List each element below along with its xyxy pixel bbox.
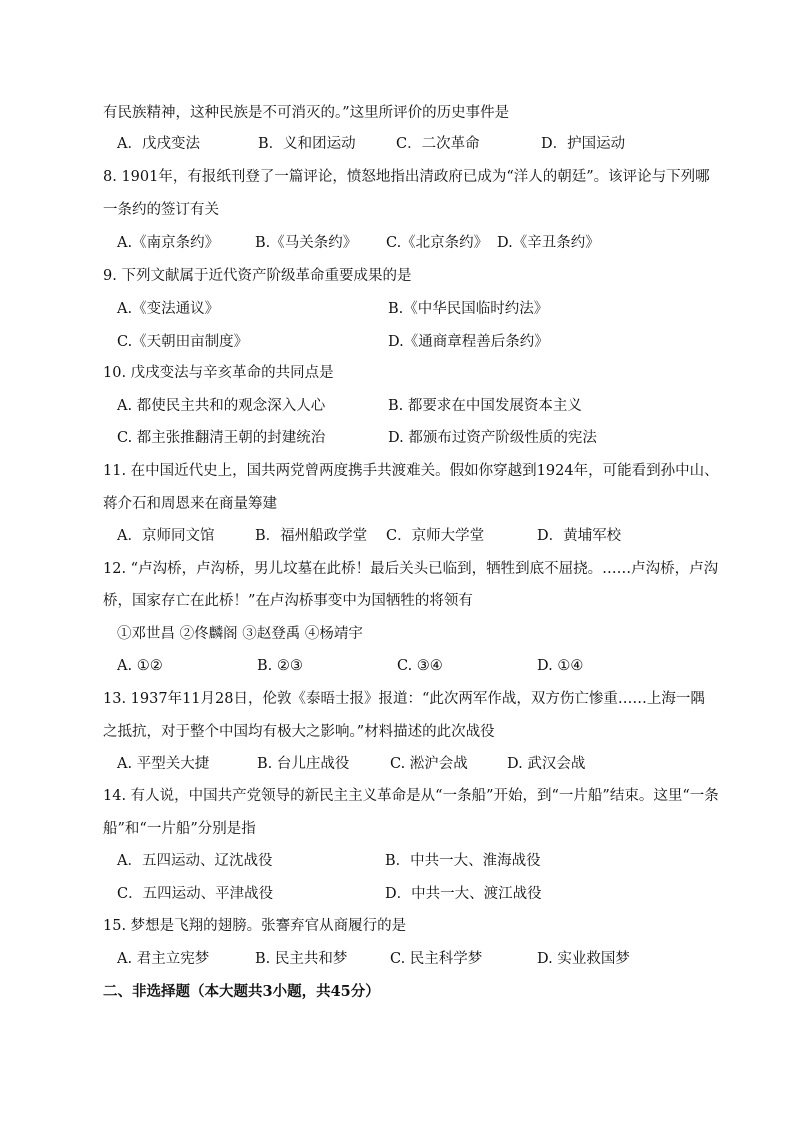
q12-option-c: C. ③④	[397, 658, 443, 674]
q9-option-c: C.《天朝田亩制度》	[117, 334, 249, 350]
q15-option-d: D. 实业救国梦	[537, 951, 630, 967]
q9-stem: 9. 下列文献属于近代资产阶级革命重要成果的是	[103, 268, 412, 284]
q8-stem-line2: 一条约的签订有关	[103, 202, 219, 218]
q15-stem: 15. 梦想是飞翔的翅膀。张謇弃官从商履行的是	[103, 918, 407, 934]
q14-stem-line2: 船”和“一片船”分别是指	[103, 821, 256, 837]
q7-option-c: C．二次革命	[396, 136, 480, 152]
q9-option-b: B.《中华民国临时约法》	[388, 301, 549, 317]
q12-option-d: D. ①④	[537, 658, 584, 674]
q10-option-b: B. 都要求在中国发展资本主义	[388, 398, 582, 414]
q8-option-d: D.《辛丑条约》	[497, 235, 600, 251]
q11-option-c: C．京师大学堂	[386, 528, 485, 544]
q11-option-a: A．京师同文馆	[117, 528, 215, 544]
q13-option-b: B. 台儿庄战役	[257, 756, 350, 772]
q14-option-b: B．中共一大、淮海战役	[385, 853, 541, 869]
q13-stem-line1: 13. 1937年11月28日，伦敦《泰晤士报》报道：“此次两军作战，双方伤亡惨重……上海一隅	[103, 691, 705, 707]
q14-stem-line1: 14. 有人说，中国共产党领导的新民主主义革命是从“一条船”开始，到“一片船”结束。这里“一条	[103, 788, 719, 804]
q7-option-b: B．义和团运动	[258, 136, 356, 152]
q13-option-d: D. 武汉会战	[507, 756, 586, 772]
q7-stem-tail: 有民族精神，这种民族是不可消灭的。”这里所评价的历史事件是	[103, 105, 510, 121]
q9-option-a: A.《变法通议》	[117, 301, 220, 317]
q13-option-c: C. 淞沪会战	[390, 756, 468, 772]
section-heading-nonchoice: 二、非选择题（本大题共3小题，共45分）	[103, 983, 380, 1000]
q10-option-c: C. 都主张推翻清王朝的封建统治	[117, 430, 326, 446]
q8-option-c: C.《北京条约》	[386, 235, 489, 251]
q10-option-a: A. 都使民主共和的观念深入人心	[117, 398, 326, 414]
q8-option-b: B.《马关条约》	[255, 235, 358, 251]
q7-option-d: D．护国运动	[541, 136, 626, 152]
q10-stem: 10. 戊戌变法与辛亥革命的共同点是	[103, 365, 334, 381]
q14-option-c: C．五四运动、平津战役	[117, 886, 274, 902]
q11-option-b: B．福州船政学堂	[255, 528, 368, 544]
q8-stem-line1: 8. 1901年，有报纸刊登了一篇评论，愤怒地指出清政府已成为“洋人的朝廷”。该评论与下列哪	[103, 169, 710, 185]
q9-option-d: D.《通商章程善后条约》	[388, 334, 549, 350]
q15-option-c: C. 民主科学梦	[390, 951, 483, 967]
q10-option-d: D. 都颁布过资产阶级性质的宪法	[388, 430, 597, 446]
q8-option-a: A.《南京条约》	[117, 235, 220, 251]
q15-option-b: B. 民主共和梦	[255, 951, 348, 967]
q11-stem-line1: 11. 在中国近代史上，国共两党曾两度携手共渡难关。假如你穿越到1924年，可能看到孙中山、	[103, 463, 719, 479]
q11-stem-line2: 蒋介石和周恩来在商量筹建	[103, 496, 277, 512]
q11-option-d: D．黄埔军校	[537, 528, 622, 544]
q7-option-a: A．戊戌变法	[117, 136, 200, 152]
q12-stem-line1: 12. “卢沟桥，卢沟桥，男儿坟墓在此桥！最后关头已临到，牺牲到底不屈挠。……卢沟桥，卢沟	[103, 561, 719, 577]
q13-option-a: A. 平型关大捷	[117, 756, 210, 772]
q12-option-a: A. ①②	[117, 658, 163, 674]
q12-choices: ①邓世昌 ②佟麟阁 ③赵登禹 ④杨靖宇	[117, 626, 363, 642]
q12-stem-line2: 桥，国家存亡在此桥！”在卢沟桥事变中为国牺牲的将领有	[103, 593, 473, 609]
q14-option-d: D．中共一大、渡江战役	[385, 886, 542, 902]
q15-option-a: A. 君主立宪梦	[117, 951, 210, 967]
q12-option-b: B. ②③	[257, 658, 303, 674]
q14-option-a: A．五四运动、辽沈战役	[117, 853, 273, 869]
q13-stem-line2: 之抵抗，对于整个中国均有极大之影响。”材料描述的此次战役	[103, 724, 495, 740]
